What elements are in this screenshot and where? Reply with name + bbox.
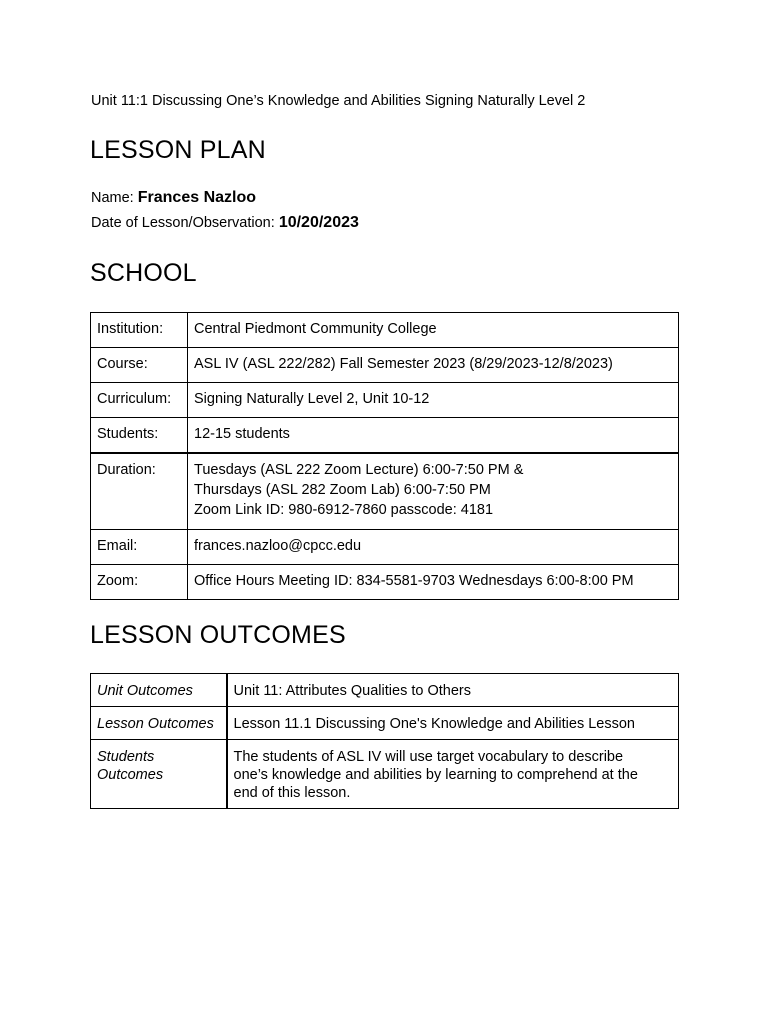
unit-outcomes-label: Unit Outcomes	[91, 674, 227, 707]
date-line	[91, 214, 359, 232]
table-row	[91, 529, 679, 564]
institution-value: Central Piedmont Community College	[188, 313, 679, 348]
students-value: 12-15 students	[188, 418, 679, 454]
zoom-label: Zoom:	[91, 564, 188, 599]
date-label: Date of Lesson/Observation:	[91, 215, 279, 231]
course-value: ASL IV (ASL 222/282) Fall Semester 2023 (8/29/2023-12/8/2023)	[188, 348, 679, 383]
table-row	[91, 383, 679, 418]
unit-outcomes-value: Unit 11: Attributes Qualities to Others	[227, 674, 679, 707]
curriculum-label: Curriculum:	[91, 383, 188, 418]
name-value: Frances Nazloo	[137, 189, 257, 206]
date-value: 10/20/2023	[278, 214, 359, 231]
curriculum-value: Signing Naturally Level 2, Unit 10-12	[188, 383, 679, 418]
name-line	[91, 189, 256, 207]
table-row	[91, 418, 679, 454]
course-label: Course:	[91, 348, 188, 383]
students-label: Students:	[91, 418, 188, 454]
table-row	[91, 674, 679, 707]
outcomes-table	[90, 673, 679, 809]
duration-line: Thursdays (ASL 282 Zoom Lab) 6:00-7:50 PM	[194, 482, 491, 498]
email-value: frances.nazloo@cpcc.edu	[188, 529, 679, 564]
table-row	[91, 740, 679, 809]
school-heading: SCHOOL	[90, 259, 197, 287]
document-subtitle: Unit 11:1 Discussing One’s Knowledge and Abilities Signing Naturally Level 2	[91, 93, 586, 109]
table-row	[91, 313, 679, 348]
students-outcomes-line: The students of ASL IV will use target vocabulary to describe	[233, 749, 624, 765]
lesson-outcomes-value: Lesson 11.1 Discussing One's Knowledge and Abilities Lesson	[227, 707, 679, 740]
email-label: Email:	[91, 529, 188, 564]
students-outcomes-value	[227, 740, 679, 809]
school-table	[90, 312, 679, 600]
duration-line: Tuesdays (ASL 222 Zoom Lecture) 6:00-7:50 PM &	[194, 462, 524, 478]
institution-label: Institution:	[91, 313, 188, 348]
table-row	[91, 707, 679, 740]
lesson-outcomes-heading: LESSON OUTCOMES	[90, 621, 346, 649]
duration-line: Zoom Link ID: 980-6912-7860 passcode: 4181	[194, 502, 494, 518]
name-label: Name:	[91, 190, 138, 206]
duration-value	[188, 453, 679, 529]
table-row	[91, 348, 679, 383]
lesson-plan-heading: LESSON PLAN	[90, 136, 266, 164]
students-outcomes-line: end of this lesson.	[233, 785, 351, 801]
zoom-value: Office Hours Meeting ID: 834-5581-9703 Wednesdays 6:00-8:00 PM	[188, 564, 679, 599]
table-row	[91, 564, 679, 599]
duration-label: Duration:	[91, 453, 188, 529]
table-row	[91, 453, 679, 529]
lesson-outcomes-label: Lesson Outcomes	[91, 707, 227, 740]
students-outcomes-line: one’s knowledge and abilities by learning to comprehend at the	[233, 767, 638, 783]
students-outcomes-label: Students Outcomes	[91, 740, 227, 809]
